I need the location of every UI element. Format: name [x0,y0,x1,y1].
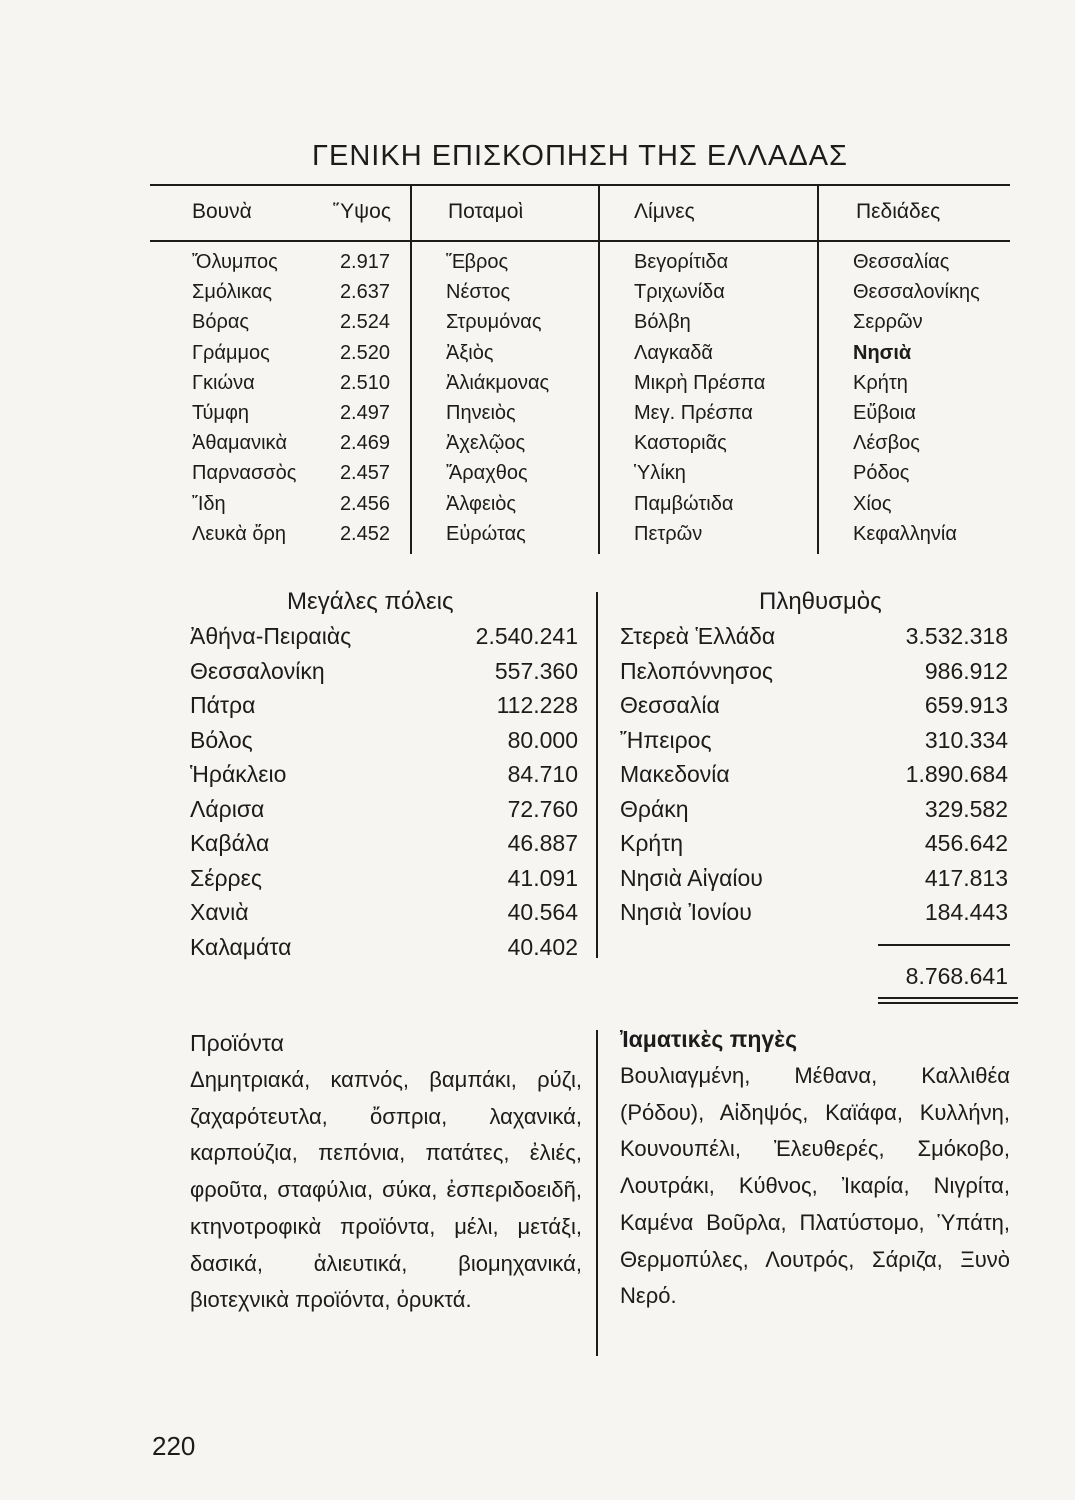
region-population: 329.582 [924,795,1008,822]
header-rivers: Ποταμοὶ [448,200,524,223]
river-name: Πηνειὸς [446,401,516,424]
header-lakes: Λίμνες [634,200,695,223]
city-name: Λάρισα [190,795,265,822]
population-heading: Πληθυσμὸς [759,588,882,615]
products-heading: Προϊόντα [190,1030,284,1056]
mountain-name: Ὄλυμπος [192,251,278,273]
altitude-value: 2.452 [339,522,390,545]
city-population: 72.760 [507,795,578,822]
river-name: Ἀλφειὸς [446,492,517,515]
region-population: 986.912 [924,657,1008,684]
mountain-name: Σμόλικας [192,281,273,304]
plain-name: Νησιὰ [853,341,912,364]
city-name: Θεσσαλονίκη [190,657,325,684]
region-name: Νησιὰ Ἰονίου [620,899,752,925]
region-name: Κρήτη [620,830,684,856]
river-name: Ἀξιὸς [446,341,494,364]
city-name: Καλαμάτα [190,933,292,960]
mountain-name: Γράμμος [192,341,270,364]
lake-name: Ὑλίκη [634,462,686,485]
city-population: 112.228 [496,692,578,718]
river-name: Ἕβρος [446,251,509,273]
total-double-rule-2 [878,1002,1018,1004]
mountain-name: Λευκὰ ὄρη [192,522,286,545]
plain-name: Κεφαλληνία [853,522,957,545]
altitude-value: 2.524 [339,311,390,334]
lake-name: Παμβώτιδα [634,492,734,515]
header-mountains: Βουνὰ [192,200,252,223]
page-number: 220 [152,1431,196,1461]
plain-name: Λέσβος [853,432,920,455]
table-divider-3 [817,186,819,554]
mountains-column [192,247,332,549]
lake-name: Βεγορίτιδα [634,251,729,273]
city-name: Βόλος [190,726,253,753]
region-name: Ἤπειρος [620,726,712,753]
river-name: Εὐρώτας [446,522,526,545]
plain-name: Κρήτη [853,371,908,394]
plain-name: Ρόδος [853,462,910,485]
altitude-value: 2.637 [339,281,390,304]
total-double-rule-1 [878,997,1018,999]
plain-name: Θεσσαλονίκης [853,281,980,304]
region-population: 184.443 [924,899,1008,925]
plains-column [853,247,1013,549]
plain-name: Εὔβοια [853,401,916,424]
region-population: 456.642 [924,830,1008,856]
page-title: ΓΕΝΙΚΗ ΕΠΙΣΚΟΠΗΣΗ ΤΗΣ ΕΛΛΑΔΑΣ [312,140,848,172]
lake-name: Καστοριᾶς [634,432,727,455]
altitude-value: 2.456 [339,492,390,515]
mountain-name: Ἀθαμανικὰ [192,432,288,455]
region-population: 417.813 [924,864,1008,891]
city-population: 41.091 [507,864,578,891]
altitude-value: 2.469 [339,432,390,455]
lakes-column [634,247,812,549]
lake-name: Λαγκαδᾶ [634,341,713,364]
city-population: 2.540.241 [475,623,578,649]
lake-name: Πετρῶν [634,522,703,545]
springs-text: Βουλιαγμένη, Μέθανα, Καλλιθέα (Ρόδου), Αἰδηψός, Καϊάφα, Κυλλήνη, Κουνουπέλι, Ἐλευθερές, Σμόκοβο, Λουτράκι, Κύθνος, Ἰκαρία, Νιγρίτα, Καμένα Βοῦρλα, Πλατύστομο, Ὑπάτη, Θερμοπύλες, Λουτρός, Σάριζα, Ξυνὸ Νερό. [620,1063,1010,1309]
lake-name: Μεγ. Πρέσπα [634,401,753,424]
altitude-value: 2.520 [339,341,390,364]
region-name: Νησιὰ Αἰγαίου [620,864,763,891]
mountain-name: Βόρας [192,311,250,334]
mountain-name: Γκιώνα [192,371,255,394]
header-altitude: Ὕψος [333,200,391,223]
city-population: 80.000 [507,726,578,753]
region-name: Μακεδονία [620,761,730,787]
region-name: Πελοπόννησος [620,657,774,684]
table-top-rule [150,184,1010,186]
city-population: 84.710 [507,761,578,787]
altitudes-column [320,247,390,549]
lake-name: Τριχωνίδα [634,281,725,304]
region-population: 310.334 [924,726,1008,753]
region-name: Στερεὰ Ἑλλάδα [620,623,776,649]
mountain-name: Ἴδη [192,492,226,515]
total-rule [878,944,1010,946]
cities-heading: Μεγάλες πόλεις [287,588,454,615]
city-name: Καβάλα [190,830,270,856]
population-total: 8.768.641 [905,963,1008,989]
plain-name: Σερρῶν [853,311,923,334]
altitude-value: 2.457 [339,462,390,485]
city-population: 46.887 [507,830,578,856]
table-divider-2 [598,186,600,554]
region-name: Θεσσαλία [620,692,720,718]
population-values [850,619,1008,930]
city-name: Σέρρες [190,864,262,891]
city-population: 557.360 [494,657,578,684]
rivers-column [446,247,591,549]
plain-name: Θεσσαλίας [853,251,950,273]
cities-names [190,619,430,964]
city-name: Ἡράκλειο [190,761,287,787]
city-population: 40.402 [507,933,578,960]
plain-name: Χίος [853,492,892,515]
river-name: Ἄραχθος [446,462,528,485]
region-population: 1.890.684 [905,761,1008,787]
city-name: Χανιὰ [190,899,249,925]
city-name: Ἀθήνα-Πειραιὰς [190,623,352,649]
mountain-name: Παρνασσὸς [192,462,297,485]
river-name: Στρυμόνας [446,311,542,334]
population-regions [620,619,870,930]
cities-values [420,619,578,964]
altitude-value: 2.497 [339,401,390,424]
altitude-value: 2.510 [339,371,390,394]
products-text: Δημητριακά, καπνός, βαμπάκι, ρύζι, ζαχαρότευτλα, ὄσπρια, λαχανικά, καρπούζια, πεπόνια, πατάτες, ἐλιές, φροῦτα, σταφύλια, σύκα, ἐσπεριδοειδῆ, κτηνοτροφικὰ προϊόντα, μέλι, μετάξι, δασικά, ἁλιευτικά, βιομηχανικά, βιοτεχνικὰ προϊόντα, ὀρυκτά. [190,1067,582,1313]
region-population: 3.532.318 [905,623,1008,649]
table-header-rule [150,240,1010,242]
region-population: 659.913 [924,692,1008,718]
springs-heading: Ἰαματικὲς πηγὲς [620,1026,798,1052]
lake-name: Βόλβη [634,311,691,334]
river-name: Ἀχελῷος [446,432,526,455]
lake-name: Μικρὴ Πρέσπα [634,371,766,394]
river-name: Νέστος [446,281,511,304]
region-name: Θράκη [620,795,689,822]
altitude-value: 2.917 [339,251,390,273]
table-divider-1 [410,186,412,554]
river-name: Ἀλιάκμονας [446,371,550,394]
section-divider-bottom [596,1030,598,1356]
city-population: 40.564 [507,899,578,925]
header-plains: Πεδιάδες [856,200,941,223]
city-name: Πάτρα [190,692,256,718]
mountain-name: Τύμφη [192,401,250,424]
section-divider-middle [596,592,598,958]
